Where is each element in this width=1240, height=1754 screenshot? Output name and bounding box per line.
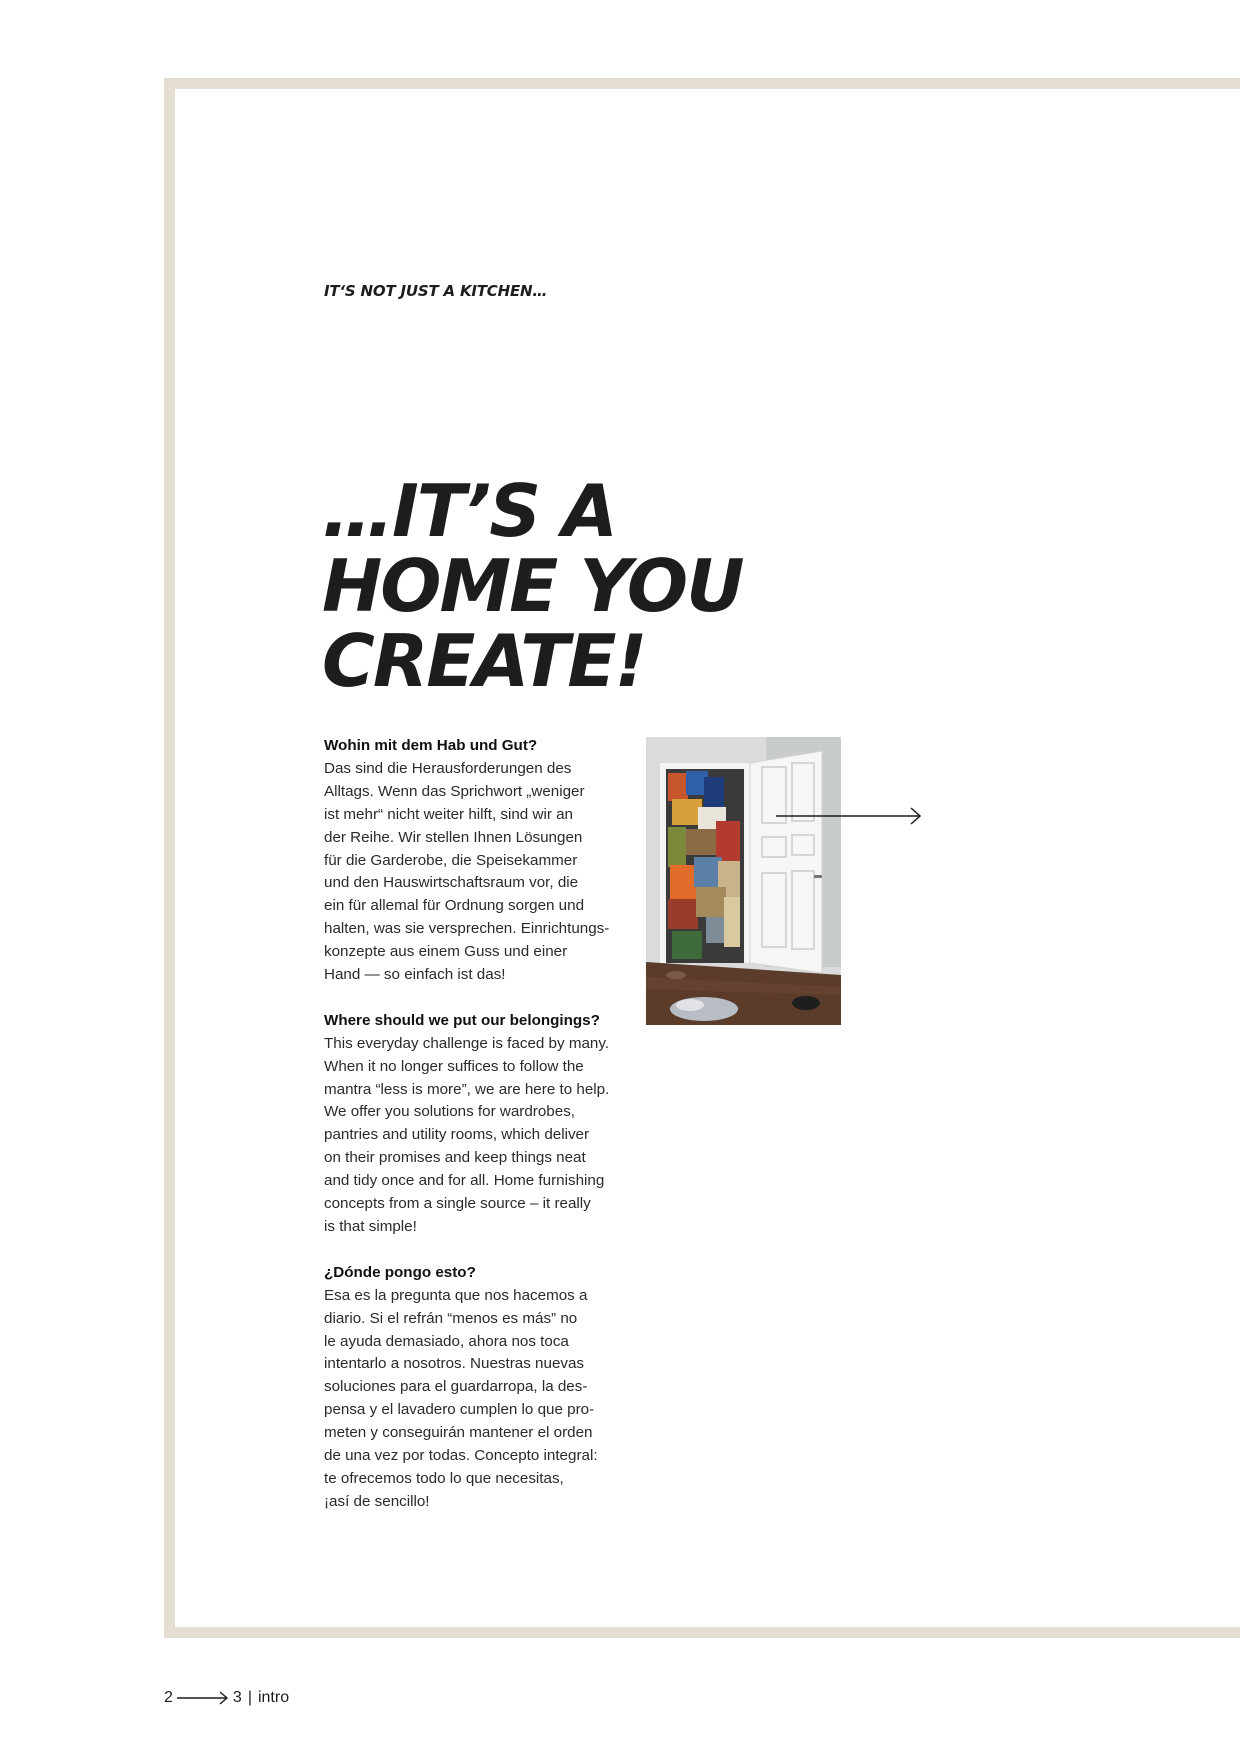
kicker-text: IT‘S NOT JUST A KITCHEN…: [324, 282, 548, 300]
section-heading: Where should we put our belongings?: [324, 1011, 600, 1029]
section-heading: ¿Dónde pongo esto?: [324, 1263, 476, 1281]
text-line: le ayuda demasiado, ahora nos toca: [324, 1332, 569, 1350]
text-line: für die Garderobe, die Speisekammer: [324, 851, 578, 869]
section-heading: Wohin mit dem Hab und Gut?: [324, 737, 538, 754]
text-line: Alltags. Wenn das Sprichwort „weniger: [324, 782, 585, 800]
headline-line-1: …IT’S A: [322, 469, 616, 553]
text-line: and tidy once and for all. Home furnishing: [324, 1172, 605, 1190]
section-german: [324, 735, 614, 987]
footer-separator: |: [247, 1689, 252, 1706]
text-line: te ofrecemos todo lo que necesitas,: [324, 1469, 564, 1487]
text-line: This everyday challenge is faced by many.: [324, 1034, 610, 1052]
section-spanish: [324, 1262, 614, 1514]
section-label: intro: [257, 1689, 290, 1706]
headline: [322, 469, 842, 703]
text-line: ¡así de sencillo!: [324, 1492, 430, 1510]
text-line: Esa es la pregunta que nos hacemos a: [324, 1286, 588, 1304]
text-line: konzepte aus einem Guss und einer: [324, 943, 568, 961]
cluttered-closet-photo: [646, 737, 841, 1025]
text-line: pensa y el lavadero cumplen lo que pro-: [324, 1401, 595, 1419]
arrow-icon: [776, 806, 922, 826]
text-line: halten, was sie versprechen. Einrichtungs-: [324, 920, 610, 938]
text-line: Hand — so einfach ist das!: [324, 966, 506, 984]
text-line: Das sind die Herausforderungen des: [324, 759, 572, 777]
page-footer: [164, 1686, 289, 1710]
page-number-left: 2: [164, 1689, 173, 1706]
text-line: concepts from a single source – it really: [324, 1195, 591, 1213]
text-line: is that simple!: [324, 1218, 417, 1236]
text-line: meten y conseguirán mantener el orden: [324, 1424, 593, 1442]
section-english: [324, 1010, 614, 1239]
text-line: ist mehr“ nicht weiter hilft, sind wir an: [324, 805, 573, 823]
body-text-column: [324, 735, 614, 1537]
text-line: mantra “less is more”, we are here to help.: [324, 1080, 610, 1098]
text-line: We offer you solutions for wardrobes,: [324, 1103, 576, 1121]
text-line: diario. Si el refrán “menos es más” no: [324, 1309, 578, 1327]
text-line: pantries and utility rooms, which deliver: [324, 1126, 590, 1144]
text-line: intentarlo a nosotros. Nuestras nuevas: [324, 1355, 585, 1373]
text-line: de una vez por todas. Concepto integral:: [324, 1447, 598, 1465]
text-line: soluciones para el guardarropa, la des-: [324, 1378, 588, 1396]
text-line: und den Hauswirtschaftsraum vor, die: [324, 874, 579, 892]
text-line: When it no longer suffices to follow the: [324, 1057, 584, 1075]
text-line: ein für allemal für Ordnung sorgen und: [324, 897, 585, 915]
text-line: on their promises and keep things neat: [324, 1149, 586, 1167]
headline-line-2: HOME YOU: [322, 544, 743, 628]
text-line: der Reihe. Wir stellen Ihnen Lösungen: [324, 828, 583, 846]
page-number-right: 3: [232, 1689, 242, 1706]
long-arrow-icon: [177, 1691, 229, 1705]
headline-line-3: CREATE!: [322, 619, 646, 703]
